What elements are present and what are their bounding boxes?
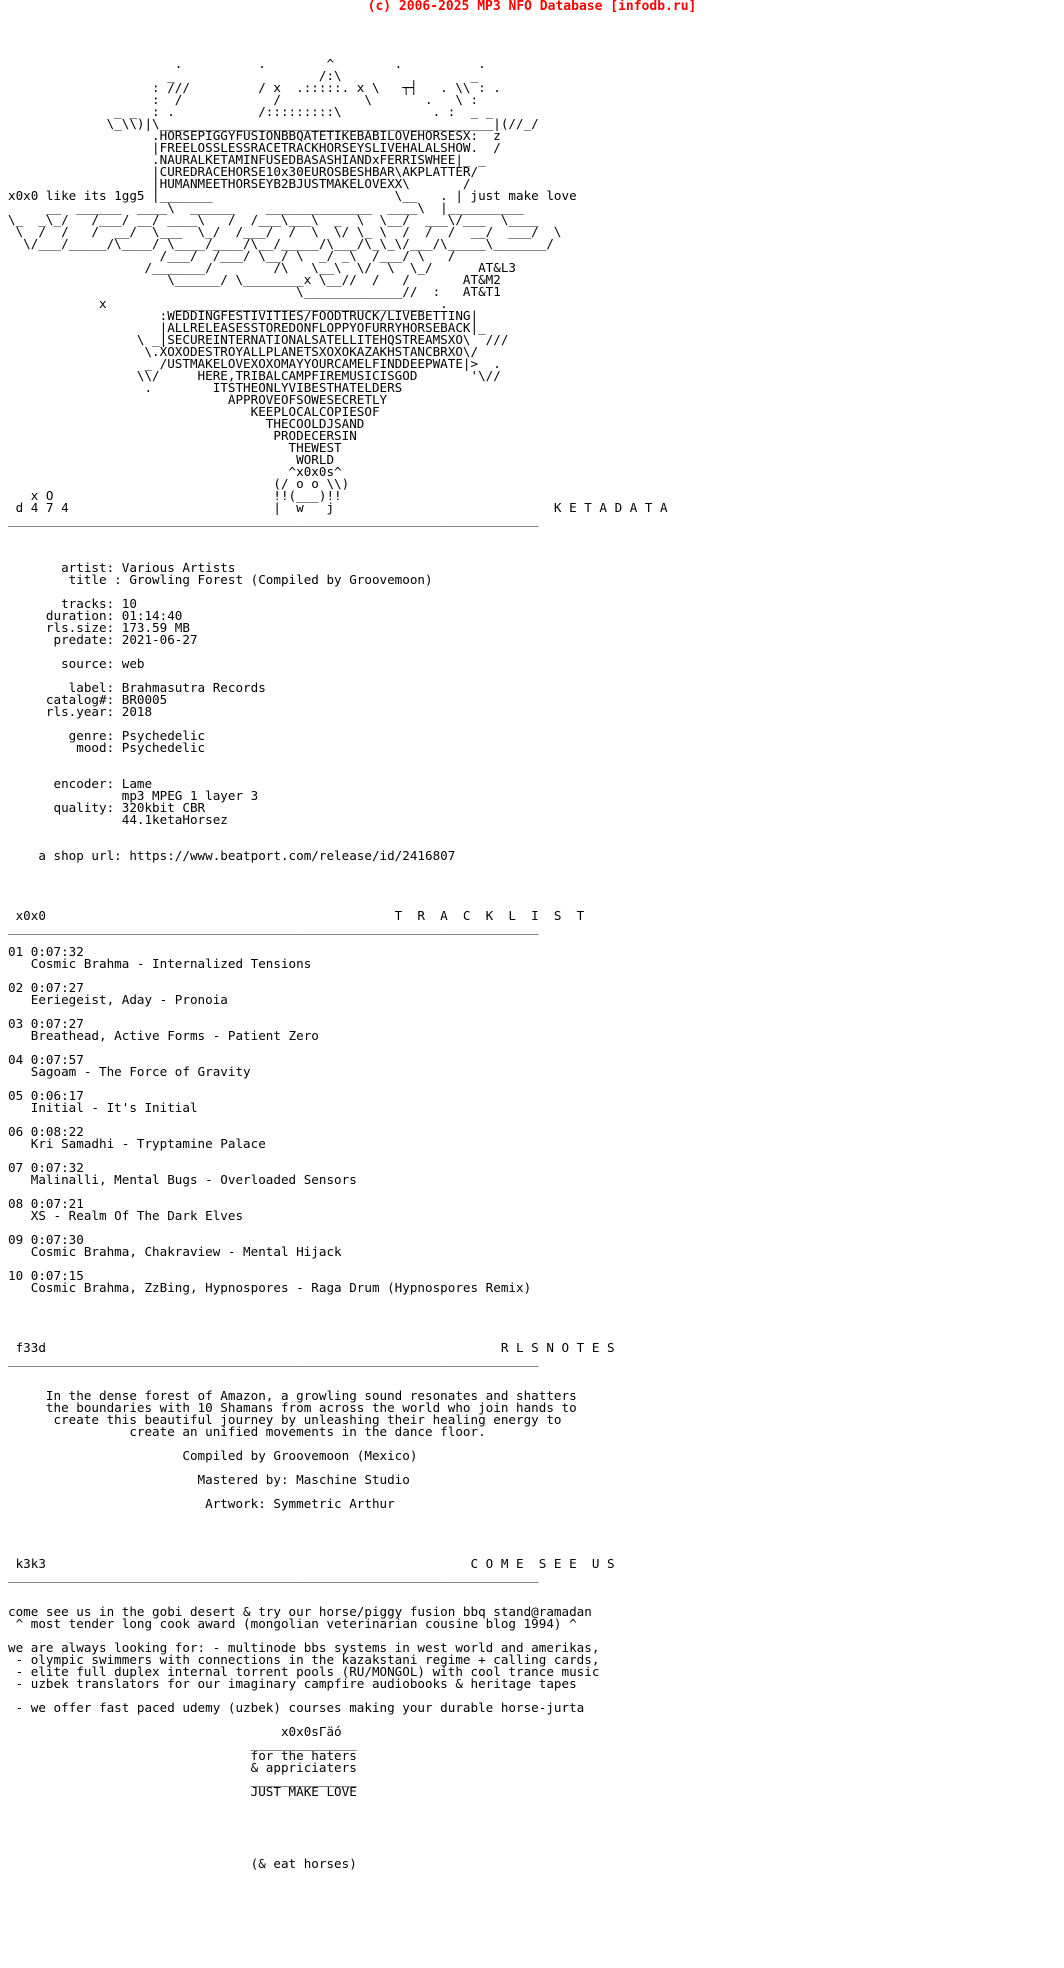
nfo-line: Eeriegeist, Aday - Pronoia (8, 992, 228, 1007)
nfo-line: x _________________________________ . (8, 296, 448, 311)
nfo-line: duration: 01:14:40 (8, 608, 183, 623)
nfo-line: \ / / / __/ \___ \_/ /___/ / \ \/ \_ \ / / / __/ ___/ \ (8, 224, 562, 239)
nfo-line: ______________________________________________________________________ (8, 1352, 539, 1367)
nfo-line: .NAURALKETAMINFUSEDBASASHIANDxFERRISWHEE|_ _ (8, 152, 486, 167)
nfo-line: Artwork: Symmetric Arthur (8, 1496, 395, 1511)
nfo-line: APPROVEOFSOWESECRETLY (8, 392, 388, 407)
nfo-line: encoder: Lame (8, 776, 153, 791)
nfo-line: /___/ /___/ \__/ \ _/ _\ /___/ \ / (8, 248, 456, 263)
nfo-line: 03 0:07:27 (8, 1016, 84, 1031)
nfo-line: f33d R L S N O T E S (8, 1340, 615, 1355)
nfo-line: mp3 MPEG 1 layer 3 (8, 788, 259, 803)
nfo-line: . ITSTHEONLYVIBESTHATELDERS (8, 380, 403, 395)
nfo-line: quality: 320kbit CBR (8, 800, 206, 815)
nfo-line: ______________________________________________________________________ (8, 920, 539, 935)
nfo-line: artist: Various Artists (8, 560, 236, 575)
nfo-line: 04 0:07:57 (8, 1052, 84, 1067)
nfo-line: Compiled by Groovemoon (Mexico) (8, 1448, 418, 1463)
nfo-line: : /// / x .:::::. x \ ┬┤ . \\ : . (8, 80, 501, 95)
nfo-line: tracks: 10 (8, 596, 137, 611)
nfo-line: 07 0:07:32 (8, 1160, 84, 1175)
nfo-line: _ /:\ _ (8, 68, 479, 83)
nfo-text (8, 58, 668, 1870)
nfo-line: a shop url: https://www.beatport.com/release/id/2416807 (8, 848, 456, 863)
nfo-line: |HUMANMEETHORSEYB2BJUSTMAKELOVEXX\ / (8, 176, 471, 191)
nfo-line: THEWEST (8, 440, 342, 455)
nfo-line: - elite full duplex internal torrent pools (RU/MONGOL) with cool trance music (8, 1664, 600, 1679)
nfo-line: x0x0sΓäó (8, 1724, 342, 1739)
nfo-line: (& eat horses) (8, 1856, 357, 1871)
nfo-line: JUST MAKE LOVE (8, 1784, 357, 1799)
nfo-line: ^ most tender long cook award (mongolian veterinarian cousine blog 1994) ^ (8, 1616, 577, 1631)
nfo-line: - olympic swimmers with connections in the kazakstani regime + calling cards, (8, 1652, 600, 1667)
nfo-line: /_______/ /\ \__\ \/ \ \_/ AT&L3 (8, 260, 516, 275)
nfo-line: \/___/_____/\____/ \____/____/\__/_____/\___/\_\_\/___/\_____\_______/ (8, 236, 554, 251)
nfo-line: (/ o o \\) (8, 476, 350, 491)
nfo-line: 09 0:07:30 (8, 1232, 84, 1247)
nfo-line: _ _ : . /:::::::::\ . : _ _ (8, 104, 494, 119)
nfo-line: 05 0:06:17 (8, 1088, 84, 1103)
nfo-line: \\/ HERE,TRIBALCAMPFIREMUSICISGOD '\// (8, 368, 501, 383)
nfo-line: THECOOLDJSAND (8, 416, 365, 431)
nfo-line: \.XOXODESTROYALLPLANETSXOXOKAZAKHSTANCBRXO\/ (8, 344, 479, 359)
nfo-line: PRODECERSIN (8, 428, 357, 443)
nfo-line: _ /USTMAKELOVEXOXOMAYYOURCAMELFINDDEEPWATE|> . (8, 356, 501, 371)
nfo-line: x O !!(___)!! (8, 488, 342, 503)
nfo-line: . . ^ . . (8, 56, 486, 71)
nfo-line: title : Growling Forest (Compiled by Groovemoon) (8, 572, 433, 587)
nfo-line: we are always looking for: - multinode bbs systems in west world and amerikas, (8, 1640, 600, 1655)
nfo-line: x0x0 T R A C K L I S T (8, 908, 585, 923)
nfo-line: \_____________// : AT&T1 (8, 284, 501, 299)
nfo-line: - we offer fast paced udemy (uzbek) courses making your durable horse-jurta (8, 1700, 585, 1715)
nfo-line: KEEPLOCALCOPIESOF (8, 404, 380, 419)
nfo-line: In the dense forest of Amazon, a growling sound resonates and shatters (8, 1388, 577, 1403)
nfo-line: - uzbek translators for our imaginary campfire audiobooks & heritage tapes (8, 1676, 577, 1691)
nfo-line: \_ _\_/ /___/ __/ ____\ / /___\___\ _ \ \__/ ___\/___ \____ (8, 212, 539, 227)
nfo-line: \______/ \________x \__// / / AT&M2 (8, 272, 501, 287)
nfo-line: d 4 7 4 | w j K E T A D A T A (8, 500, 668, 515)
nfo-line: |CUREDRACEHORSE10x30EUROSBESHBAR\AKPLATTER/ (8, 164, 479, 179)
nfo-line: 44.1ketaHorsez (8, 812, 228, 827)
nfo-line: the boundaries with 10 Shamans from across the world who join hands to (8, 1400, 577, 1415)
nfo-line: Cosmic Brahma, ZzBing, Hypnospores - Raga Drum (Hypnospores Remix) (8, 1280, 532, 1295)
nfo-line: Mastered by: Maschine Studio (8, 1472, 410, 1487)
nfo-line: label: Brahmasutra Records (8, 680, 266, 695)
nfo-line: Breathead, Active Forms - Patient Zero (8, 1028, 319, 1043)
nfo-line: catalog#: BR0005 (8, 692, 168, 707)
nfo-line: ______________________________________________________________________ (8, 1568, 539, 1583)
nfo-line: WORLD (8, 452, 335, 467)
nfo-line: Initial - It's Initial (8, 1100, 198, 1115)
nfo-line: 01 0:07:32 (8, 944, 84, 959)
nfo-line: XS - Realm Of The Dark Elves (8, 1208, 244, 1223)
nfo-line: : / / \ . \ : (8, 92, 479, 107)
nfo-line: \_\\)|\____________________________________________|(//_/ (8, 116, 539, 131)
nfo-line: ______________ (8, 1772, 357, 1787)
nfo-line: \ _|SECUREINTERNATIONALSATELLITEHQSTREAMSXO\ /// (8, 332, 509, 347)
nfo-line: for the haters (8, 1748, 357, 1763)
nfo-line: create this beautiful journey by unleashing their healing energy to (8, 1412, 562, 1427)
nfo-line: Kri Samadhi - Tryptamine Palace (8, 1136, 266, 1151)
nfo-line: ______________ (8, 1736, 357, 1751)
nfo-line: Sagoam - The Force of Gravity (8, 1064, 251, 1079)
nfo-line: 08 0:07:21 (8, 1196, 84, 1211)
nfo-line: & appriciaters (8, 1760, 357, 1775)
nfo-line: .HORSEPIGGYFUSIONBBQATETIKEBABILOVEHORSESX: z (8, 128, 501, 143)
nfo-line: ^x0x0s^ (8, 464, 342, 479)
site-copyright: (c) 2006-2025 MP3 NFO Database [infodb.ru] (367, 0, 697, 14)
nfo-line: Malinalli, Mental Bugs - Overloaded Sensors (8, 1172, 357, 1187)
nfo-line: create an unified movements in the dance floor. (8, 1424, 486, 1439)
nfo-line: |FREELOSSLESSRACETRACKHORSEYSLIVEHALALSHOW. / (8, 140, 501, 155)
nfo-line: mood: Psychedelic (8, 740, 206, 755)
nfo-line: come see us in the gobi desert & try our horse/piggy fusion bbq stand@ramadan (8, 1604, 592, 1619)
nfo-line: ______________________________________________________________________ (8, 512, 539, 527)
nfo-line: Cosmic Brahma, Chakraview - Mental Hijack (8, 1244, 342, 1259)
nfo-line: __ ______ ____\ ______ ______________ ____\ |__________ (8, 200, 524, 215)
nfo-line: k3k3 C O M E S E E U S (8, 1556, 615, 1571)
nfo-line: Cosmic Brahma - Internalized Tensions (8, 956, 312, 971)
nfo-line: source: web (8, 656, 145, 671)
nfo-line: 06 0:08:22 (8, 1124, 84, 1139)
nfo-line: :WEDDINGFESTIVITIES/FOODTRUCK/LIVEBETTING| (8, 308, 479, 323)
nfo-line: rls.year: 2018 (8, 704, 153, 719)
nfo-line: genre: Psychedelic (8, 728, 206, 743)
nfo-line: 02 0:07:27 (8, 980, 84, 995)
nfo-line: 10 0:07:15 (8, 1268, 84, 1283)
nfo-line: predate: 2021-06-27 (8, 632, 198, 647)
nfo-line: x0x0 like its 1gg5 |_______ \__ . | just make love (8, 188, 577, 203)
nfo-line: rls.size: 173.59 MB (8, 620, 190, 635)
nfo-line: |ALLRELEASESSTOREDONFLOPPYOFURRYHORSEBACK|_ (8, 320, 486, 335)
